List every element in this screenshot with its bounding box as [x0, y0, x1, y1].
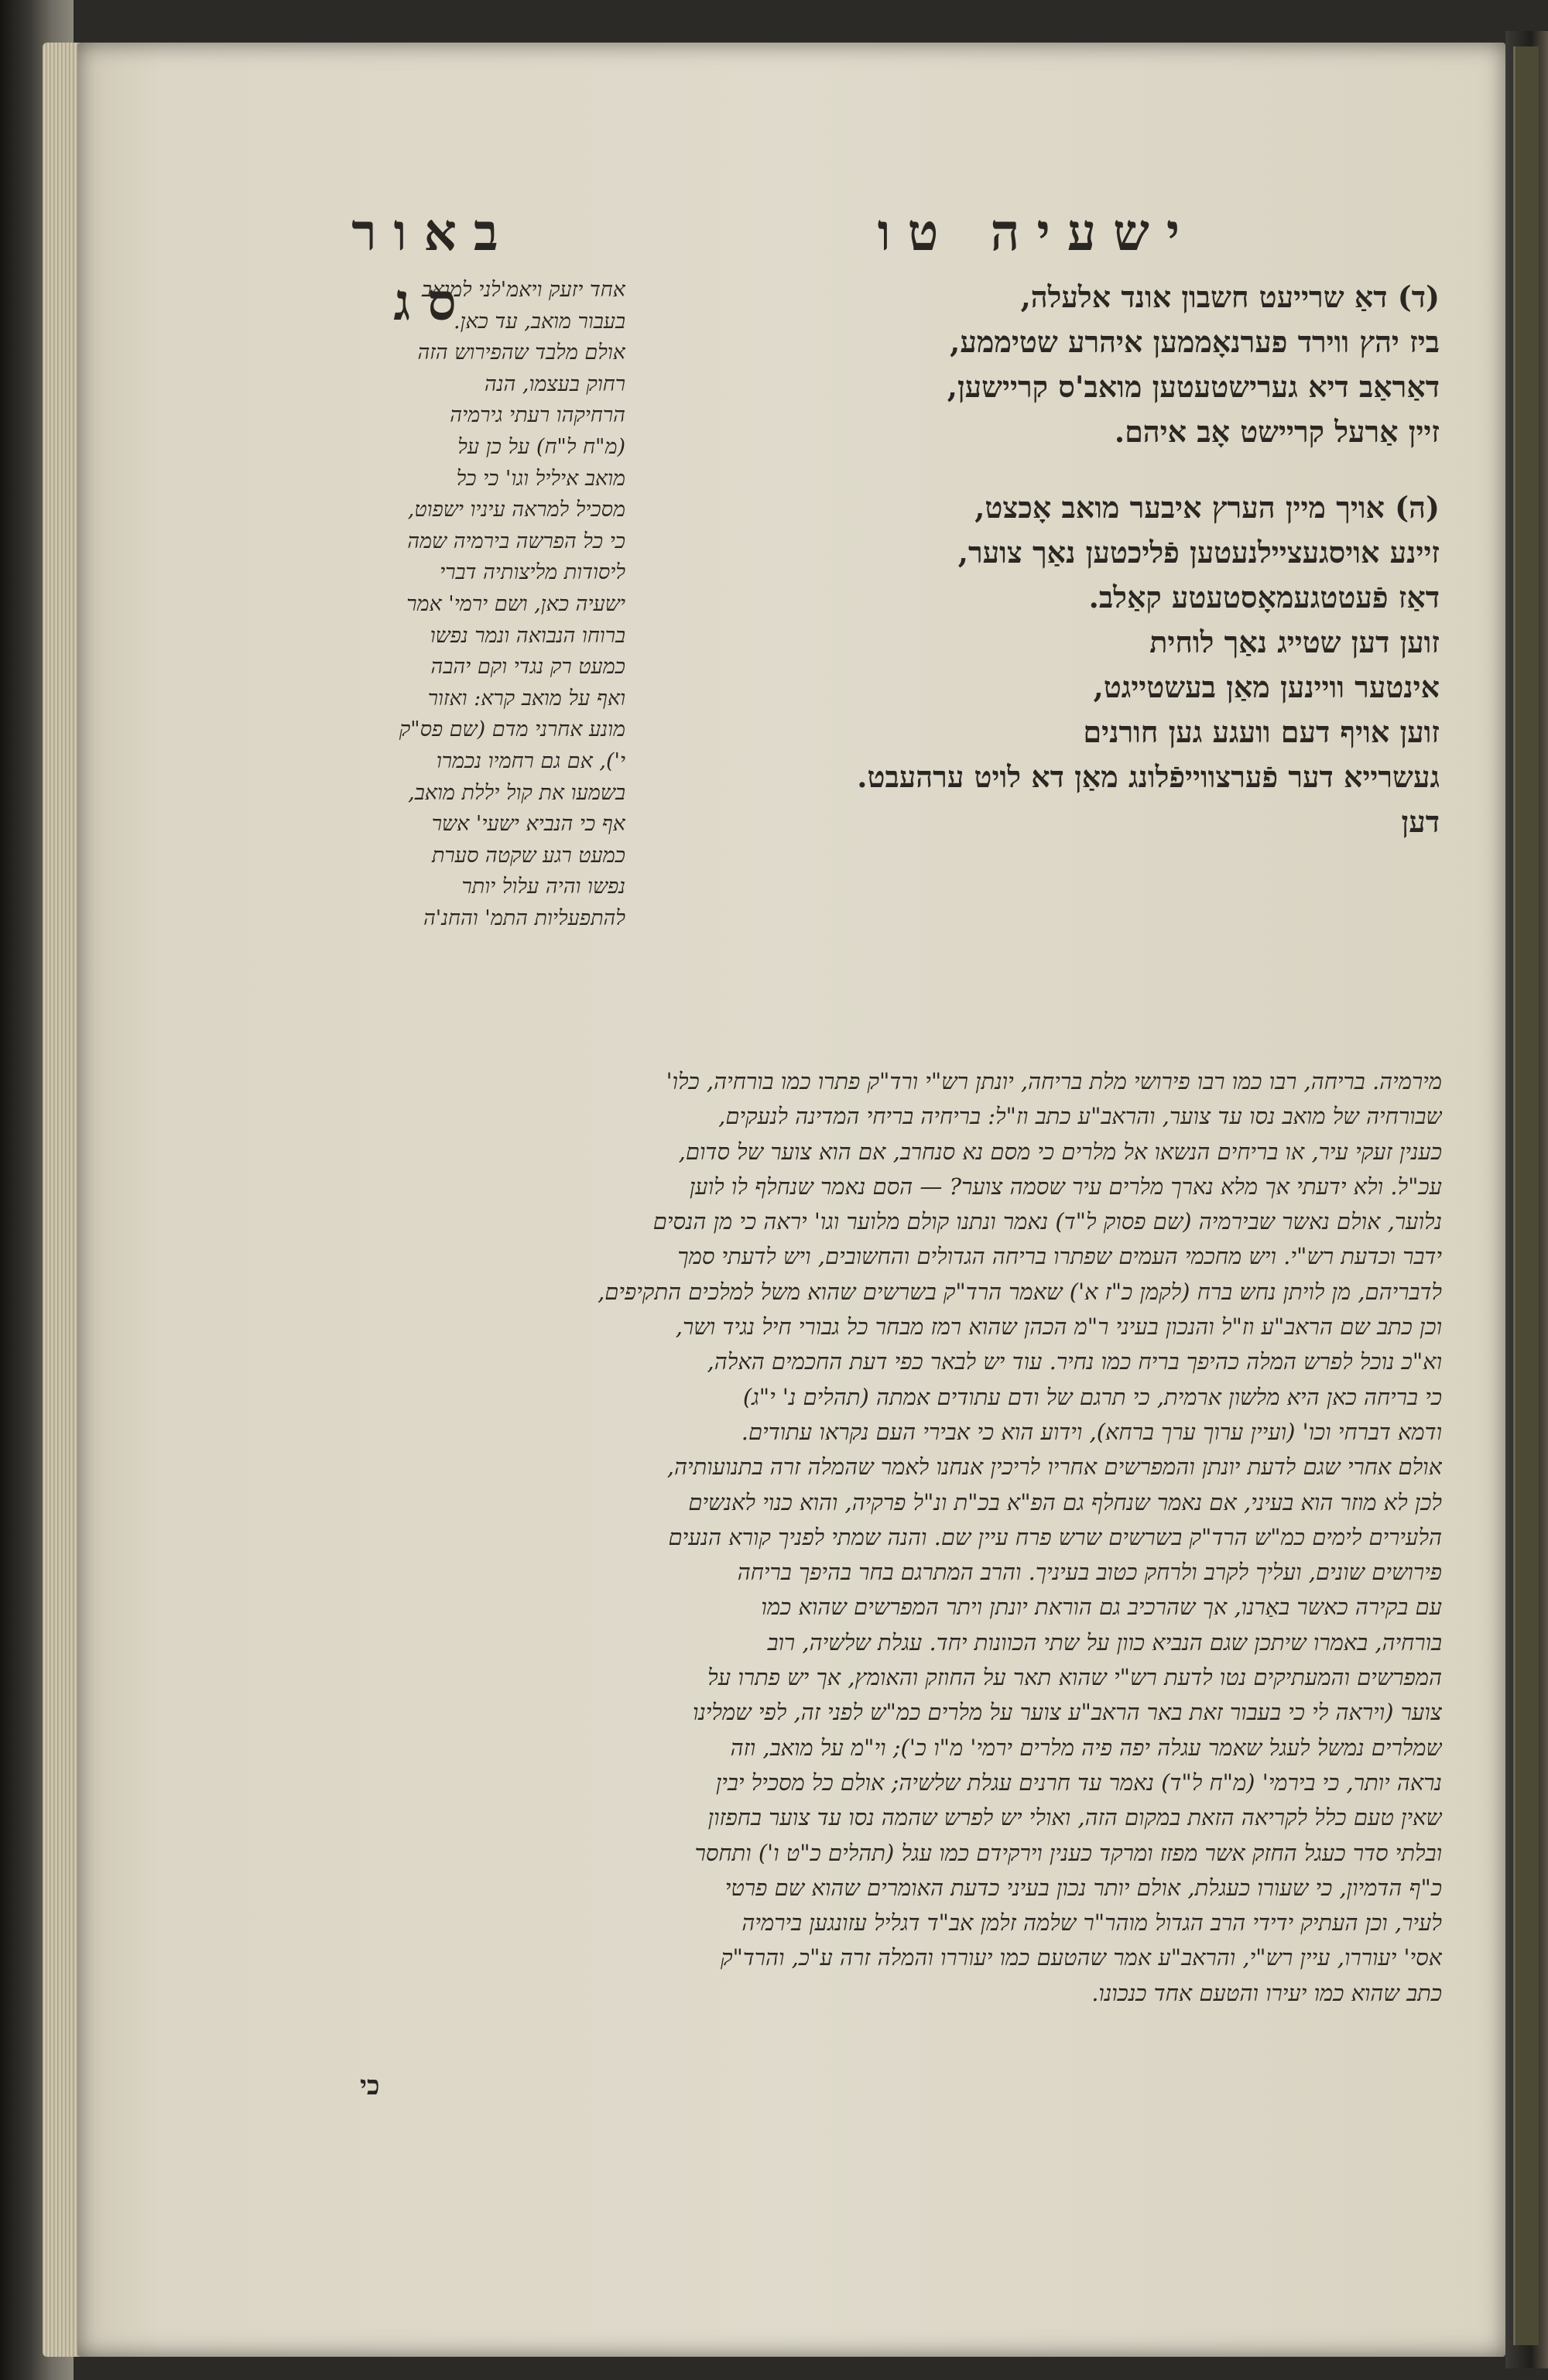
commentary-line: ובלתי סדר כעגל החזק אשר מפזז ומרקד כענין וירקידם כמו עגל (תהלים כ"ט ו') ותחסר — [694, 1839, 1442, 1866]
commentary-line: רחוק בעצמו, הנה — [484, 372, 625, 396]
commentary-line: לדבריהם, מן לויתן נחש ברח (לקמן כ"ז א') שאמר הרד"ק בשרשים שהוא משל למלכים התקיפים, — [598, 1278, 1442, 1305]
commentary-line: שמלרים נמשל לעגל שאמר עגלה יפה פיה מלרים ירמי' מ"ו כ'); וי"מ על מואב, וזה — [730, 1734, 1442, 1761]
commentary-line: נלוער, אולם נאשר שבירמיה (שם פסוק ל"ד) נאמר ונתנו קולם מלוער וגו' יראה כי מן הנסים — [652, 1208, 1442, 1235]
commentary-line: נראה יותר, כי בירמי' (מ"ח ל"ד) נאמר עד חרנים עגלת שלשיה; אולם כל מסכיל יבין — [715, 1769, 1442, 1796]
commentary-line: י'), אם גם רחמיו נכמרו — [436, 748, 625, 773]
commentary-body — [308, 1064, 1442, 2011]
commentary-line: לעיר, וכן העתיק ידידי הרב הגדול מוהר"ר שלמה זלמן אב"ד דגליל עזונגען בירמיה — [741, 1909, 1442, 1937]
commentary-line: להתפעליות התמ' והחנ'ה — [423, 906, 625, 930]
commentary-line: שאין טעם כלל לקריאה הזאת במקום הזה, ואולי יש לפרש שהמה נסו עד צוער בחפזון — [707, 1804, 1442, 1831]
commentary-line: אסי' יעוררו, עיין רש"י, והראב"ע אמר שהטעם כמו יעוררו והמלה זרה ע"כ, והרד"ק — [720, 1944, 1442, 1971]
commentary-line: כמעט רק נגדי וקם יהבה — [430, 655, 625, 680]
verse-gap — [658, 454, 1440, 485]
commentary-line: הלעירים לימים כמ"ש הרד"ק בשרשים שרש פרח עיין שם. והנה שמתי לפניך קורא הנעים — [668, 1523, 1442, 1550]
poem-line: (ד) דאַ שרייעט חשבון אונד אלעלה, — [1020, 279, 1440, 314]
commentary-line: ישעיה כאן, ושם ירמי' אמר — [406, 591, 625, 616]
poem-line: דאַז פֿעטטגעמאָסטעטע קאַלב. — [1088, 580, 1440, 615]
commentary-line: שבורחיה של מואב נסו עד צוער, והראב"ע כתב וז"ל: בריחיה בריחי המדינה לנעקים, — [718, 1103, 1442, 1130]
poem-line: זוען אויף דעם וועגע גען חורנים — [1083, 714, 1440, 749]
commentary-line: המפרשים והמעתיקים נטו לדעת רש"י שהוא תאר על החוזק והאומץ, אך יש פתרו על — [707, 1664, 1442, 1691]
commentary-line: ידבר וכדעת רש"י. ויש מחכמי העמים שפתרו בריחה הגדולים והחשובים, ויש לדעתי סמך — [677, 1243, 1442, 1270]
poem-line: זוען דען שטייג נאַך לוחית — [1149, 625, 1440, 659]
commentary-line: עכ"ל. ולא ידעתי אך מלא נארך מלרים עיר שסמה צוער? — הסם נאמר שנחלף לו לוען — [689, 1173, 1442, 1200]
commentary-line: וכן כתב שם הראב"ע וז"ל והנכון בעיני ר"מ הכהן שהוא רמז מבחר כל גבורי חיל נגיד ושר, — [675, 1313, 1442, 1341]
commentary-line: עם בקירה כאשר באַרנו, אך שהרכיב גם הוראת יונתן ויתר המפרשים שהוא כמו — [761, 1594, 1442, 1621]
poem-line: געשרייא דער פֿערצווייפֿלונג מאַן דא לויט ערהעבט. — [857, 759, 1440, 794]
commentary-line: בורחיה, באמרו שיתכן שגם הנביא כוון על שתי הכוונות יחד. עגלת שלשיה, רוב — [767, 1628, 1442, 1656]
poem-line: זיין אַרעל קריישט אָב איהם. — [1114, 414, 1440, 449]
commentary-line: פירושים שונים, ועליך לקרב ולרחק כטוב בעיניך. והרב המתרגם בחר בהיפך בריחה — [737, 1559, 1442, 1586]
commentary-line: כ"ף הדמיון, כי שעורו כעגלת, אולם יותר נכון בעיני כדעת האומרים שהוא שם פרטי — [724, 1874, 1442, 1901]
commentary-line: מירמיה. בריחה, רבו כמו רבו פירושי מלת בריחה, יונתן רש"י ורד"ק פתרו כמו בורחיה, כלו' — [666, 1068, 1442, 1094]
poem-line: דאַראַב דיא גערישטעטען מואב'ס קריישען, — [947, 369, 1440, 404]
commentary-line: כתב שהוא כמו יעירו והטעם אחד כנכונו. — [1091, 1979, 1442, 2006]
commentary-line: אולם אחרי שגם לדעת יונתן והמפרשים אחריו לריכין אנחנו לאמר שהמלה זרה בתנועותיה, — [666, 1454, 1442, 1481]
translation-poem — [658, 275, 1440, 844]
poem-line: דען — [1401, 804, 1440, 839]
commentary-line: אולם מלבד שהפירוש הזה — [417, 341, 625, 365]
commentary-line: מואב איליל וגו' כי כל — [456, 466, 625, 491]
commentary-line: ליסודות מליצותיה דברי — [440, 560, 625, 585]
commentary-line: ודמא דברחי וכו' (ועיין ערוך ערך ברחא), וידוע הוא כי אבירי העם נקראו עתודים. — [741, 1418, 1442, 1445]
catchword: כי — [360, 2070, 380, 2101]
poem-line: ביז יהץ ווירד פערנאָממען איהרע שטיממע, — [950, 324, 1440, 359]
commentary-line: כי בריחה כאן היא מלשון ארמית, כי תרגם של ודם עתודים אמתה (תהלים נ' י"ג) — [742, 1383, 1442, 1410]
commentary-line: אחד יזעק ויאמ'לני למואב — [421, 278, 625, 302]
commentary-column — [308, 275, 625, 934]
commentary-line: כמעט רגע שקטה סערת — [431, 843, 625, 868]
commentary-line: אף כי הנביא ישעי' אשר — [431, 812, 625, 837]
commentary-line: וא"כ נוכל לפרש המלה כהיפך בריח כמו נחיר. עוד יש לבאר כפי דעת החכמים האלה, — [707, 1348, 1442, 1375]
commentary-line: לכן לא מוזר הוא בעיני, אם נאמר שנחלף גם הפ"א בכ"ת ונ"ל פרקיה, והוא כנוי לאנשים — [688, 1488, 1442, 1515]
commentary-line: מסכיל למראה עיניו ישפוט, — [407, 498, 625, 522]
commentary-title: באור סג — [351, 202, 515, 332]
commentary-line: צוער (ויראה לי כי בעבור זאת באר הראב"ע צוער על מלרים כמ"ש לפני זה, לפי שמלינו — [692, 1699, 1442, 1726]
commentary-line: בעבור מואב, עד כאן. — [453, 309, 625, 334]
commentary-line: מונע אחרני מדם (שם פס"ק — [399, 717, 625, 742]
poem-line: אינטער וויינען מאַן בעשטייגט, — [1093, 669, 1440, 704]
poem-line: (ה) אויך מיין הערץ איבער מואב אָכצט, — [974, 490, 1440, 525]
commentary-line: ברוחו הנבואה ונמר נפשו — [430, 623, 625, 648]
commentary-line: הרחיקהו רעתי גירמיה — [450, 403, 625, 428]
commentary-line: נפשו והיה עלול יותר — [461, 875, 625, 899]
commentary-line: כי כל הפרשה בירמיה שמה — [407, 529, 625, 553]
commentary-line: בשמעו את קול יללת מואב, — [408, 780, 625, 805]
book-cover-right — [1505, 31, 1548, 2368]
commentary-line: ואף על מואב קרא: ואזור — [427, 686, 625, 711]
page-title: ישעיה טו — [877, 202, 1197, 262]
commentary-line: (מ"ח ל"ח) על כן על — [457, 434, 625, 459]
cover-board — [1513, 46, 1539, 2345]
commentary-line: כענין זעקי עיר, או בריחים הנשאו אל מלרים כי מסם נא סנחרב, אם הוא צוער של סדום, — [678, 1138, 1442, 1165]
poem-line: זיינע אויסגעציילנעטען פֿליכטען נאַך צוער, — [957, 535, 1440, 570]
